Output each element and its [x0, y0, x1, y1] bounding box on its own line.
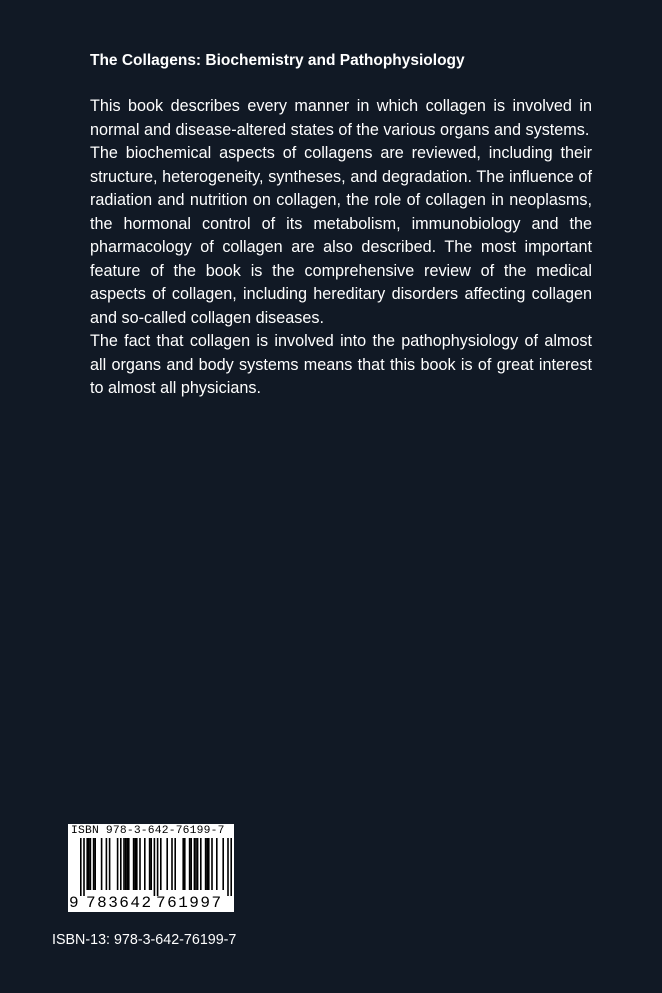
barcode-bar: [101, 838, 103, 890]
barcode-bar: [150, 838, 152, 890]
barcode-bar: [194, 838, 196, 890]
barcode-bar: [189, 838, 191, 890]
barcode-bar: [208, 838, 210, 890]
barcode-bar: [182, 838, 184, 890]
barcode-bar: [206, 838, 208, 890]
isbn-barcode: [68, 824, 234, 912]
barcode-bar: [144, 838, 146, 890]
barcode-bar: [227, 838, 229, 896]
barcode-bar: [126, 838, 128, 890]
barcode-digit-first: 9: [69, 894, 79, 912]
barcode-digits-right: 761997: [156, 894, 223, 912]
barcode-digits-left: 783642: [86, 894, 153, 912]
barcode-bar: [166, 838, 168, 890]
barcode-bar: [149, 838, 151, 890]
barcode-bar: [160, 838, 162, 890]
barcode-bar: [88, 838, 90, 890]
barcode-bar: [86, 838, 88, 890]
barcode-bar: [133, 838, 135, 890]
description-paragraph-2: The biochemical aspects of collagens are reviewed, including their structure, heterogeneity, syntheses, and degradation. The influence of radiation and nutrition on collagen, the role of collagen in neoplasms, the hormonal control of its metabolism, immunobiology and the pharmacology of collagen are also described. The most important feature of the book is the comprehensive review of the medical aspects of collagen, including hereditary disorders affecting collagen and so-called collagen diseases.: [90, 144, 592, 327]
barcode-bar: [154, 838, 156, 896]
barcode-bar: [171, 838, 173, 890]
barcode-bar: [184, 838, 186, 890]
barcode-bar: [117, 838, 119, 890]
barcode-bar: [139, 838, 141, 890]
barcode-bar: [174, 838, 176, 890]
barcode-bar: [190, 838, 192, 890]
barcode-bar: [123, 838, 125, 890]
barcode-bar: [109, 838, 111, 890]
barcode-bar: [200, 838, 202, 890]
book-description: [90, 95, 592, 401]
barcode-bar: [197, 838, 199, 890]
book-title: The Collagens: Biochemistry and Pathophysiology: [90, 52, 465, 69]
barcode-bar: [230, 838, 232, 896]
description-paragraph-1: This book describes every manner in which collagen is involved in normal and disease-altered states of the various organs and systems.: [90, 97, 592, 139]
barcode-bar: [195, 838, 197, 890]
barcode-bar: [90, 838, 92, 890]
barcode-bar: [125, 838, 127, 890]
barcode-bar: [216, 838, 218, 890]
isbn-13-text: ISBN-13: 978-3-642-76199-7: [52, 932, 237, 948]
barcode-bars: [80, 838, 232, 896]
barcode-bar: [211, 838, 213, 890]
barcode-bar: [205, 838, 207, 890]
barcode-bar: [136, 838, 138, 890]
barcode-bar: [83, 838, 85, 896]
barcode-isbn-label: ISBN 978-3-642-76199-7: [71, 825, 225, 837]
barcode-bar: [120, 838, 122, 890]
description-paragraph-3: The fact that collagen is involved into the pathophysiology of almost all organs and body systems means that this book is of great interest to almost all physicians.: [90, 332, 592, 397]
barcode-bar: [93, 838, 95, 890]
barcode-bar: [222, 838, 224, 890]
barcode-bar: [134, 838, 136, 890]
barcode-digits: [68, 894, 234, 912]
barcode-bar: [128, 838, 130, 890]
barcode-bar: [80, 838, 82, 896]
barcode-bar: [106, 838, 108, 890]
barcode-bar: [157, 838, 159, 896]
barcode-bar: [94, 838, 96, 890]
